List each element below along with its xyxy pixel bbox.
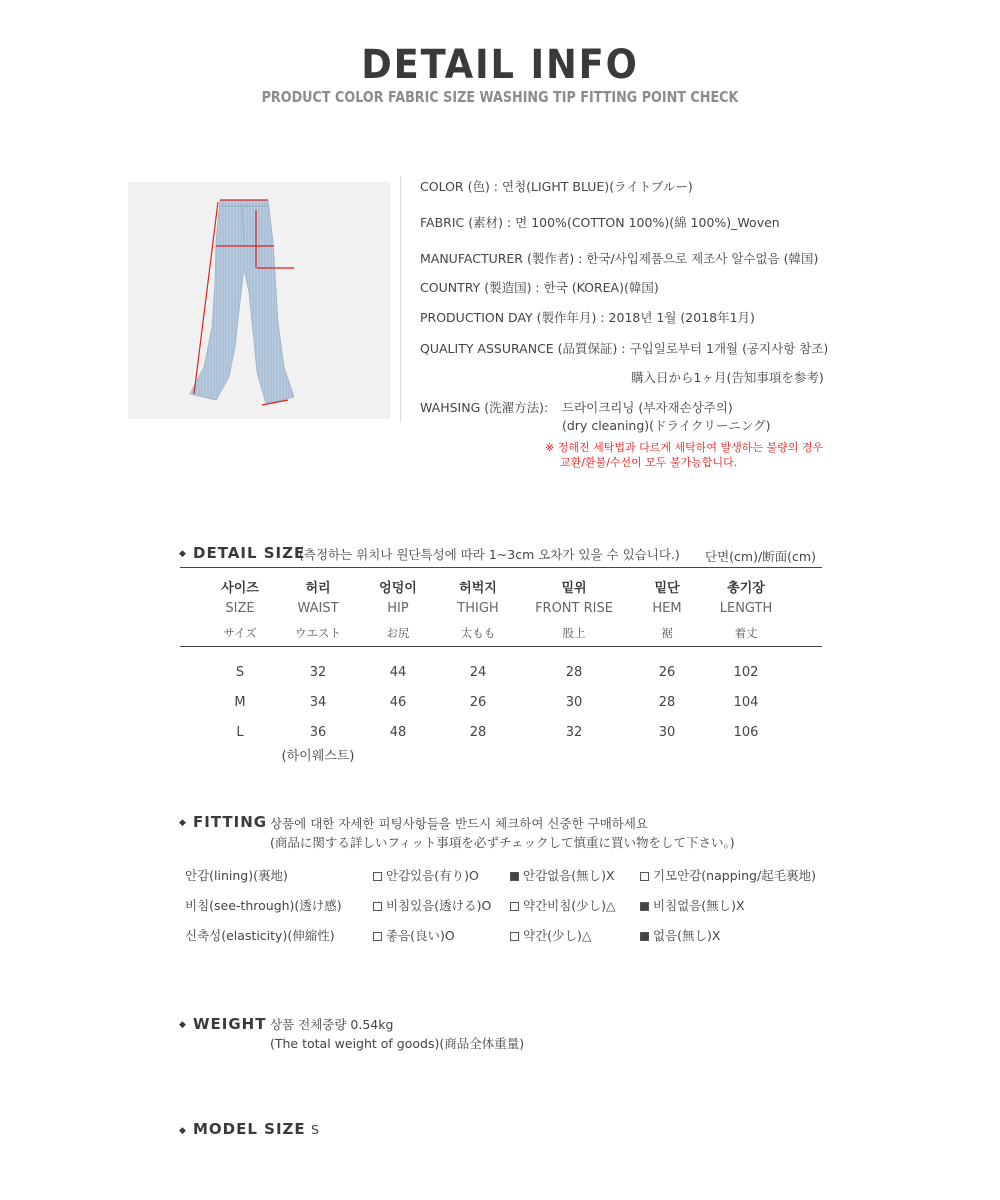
size-col-header-kr: 밑단 [654,581,680,596]
diamond-bullet-icon: ◆ [179,1020,186,1030]
size-col-header-jp: 裾 [661,626,673,640]
size-cell: 32 [565,725,583,740]
fitting-heading: FITTING [193,813,268,831]
size-col-header-jp: 股上 [562,626,586,640]
model-size-heading: MODEL SIZE [193,1120,306,1138]
size-cell: 44 [389,665,407,680]
size-col-header-jp: サイズ [223,626,257,640]
weight-heading: WEIGHT [193,1015,267,1033]
fitting-desc-kr: 상품에 대한 자세한 피팅사항들을 반드시 체크하여 신중한 구매하세요 [270,816,648,831]
unchecked-box-icon [373,932,382,941]
size-col-header-jp: 着丈 [734,626,758,640]
fitting-desc-jp: (商品に関する詳しいフィット事項を必ずチェックして慎重に買い物をして下さい。) [270,835,735,850]
checked-box-icon [640,902,649,911]
size-cell: 46 [389,695,407,710]
table-header-rule [180,646,822,647]
size-col-header-en: FRONT RISE [535,601,613,616]
info-quality-assurance: QUALITY ASSURANCE (品質保証) : 구입일로부터 1개월 (공지사항 참조) [420,341,829,356]
size-cell: L [236,725,244,740]
fitting-option [373,896,491,914]
size-cell: M [234,695,246,710]
size-col-header-en: SIZE [225,601,255,616]
unchecked-box-icon [510,902,519,911]
fitting-option [640,896,745,914]
size-cell: S [235,665,245,680]
info-color: COLOR (色) : 연청(LIGHT BLUE)(ライトブルー) [420,179,693,194]
size-col-header-jp: ウエスト [295,626,341,640]
info-fabric: FABRIC (素材) : 면 100%(COTTON 100%)(綿 100%)_Woven [420,215,780,230]
fitting-option [373,866,479,884]
fitting-option-label: 약간(少し)△ [523,928,592,943]
info-manufacturer: MANUFACTURER (製作者) : 한국/사입제품으로 제조사 알수없음 (韓国) [420,251,819,266]
size-col-header-kr: 총기장 [727,581,765,596]
waist-note: (하이웨스트) [281,749,355,764]
size-col-header-en: WAIST [297,601,339,616]
fitting-row-label: 비침(see-through)(透け感) [185,898,342,913]
fitting-row-label: 신축성(elasticity)(伸縮性) [185,928,335,943]
size-col-header-kr: 엉덩이 [379,581,417,596]
checked-box-icon [640,932,649,941]
size-cell: 28 [565,665,583,680]
size-cell: 30 [565,695,583,710]
fitting-option [373,926,455,944]
diamond-bullet-icon: ◆ [179,1126,186,1136]
page-subtitle: PRODUCT COLOR FABRIC SIZE WASHING TIP FITTING POINT CHECK [261,88,739,106]
fitting-option-label: 기모안감(napping/起毛裏地) [653,868,817,883]
info-washing-en: (dry cleaning)(ドライクリーニング) [562,418,771,433]
size-col-header-kr: 허리 [305,581,331,596]
size-cell: 30 [658,725,676,740]
page-title: DETAIL INFO [361,42,639,88]
unchecked-box-icon [510,932,519,941]
size-col-header-en: LENGTH [719,601,773,616]
checked-box-icon [510,872,519,881]
size-col-header-en: HIP [387,601,409,616]
size-col-header-kr: 사이즈 [221,581,259,596]
washing-warning-line1: ※ 정해진 세탁법과 다르게 세탁하여 발생하는 불량의 경우 [545,441,824,454]
unchecked-box-icon [640,872,649,881]
info-quality-assurance-jp: 購入日から1ヶ月(告知事項を参考) [631,370,824,385]
size-cell: 28 [469,725,487,740]
detail-size-note: (측정하는 위치나 원단특성에 따라 1~3cm 오차가 있을 수 있습니다.) [299,547,680,562]
fitting-option [510,926,592,944]
fitting-option [510,896,616,914]
detail-size-unit: 단면(cm)/断面(cm) [705,549,816,564]
divider-vertical [400,176,401,422]
size-col-header-en: HEM [652,601,682,616]
info-washing-label: WAHSING (洗濯方法): [420,400,549,415]
size-cell: 26 [469,695,487,710]
size-cell: 36 [309,725,327,740]
info-country: COUNTRY (製造国) : 한국 (KOREA)(韓国) [420,280,659,295]
fitting-option-label: 안감있음(有り)O [386,868,479,883]
size-col-header-en: THIGH [457,601,499,616]
fitting-option [640,866,816,884]
washing-warning-line2: 교환/환불/수선이 모두 불가능합니다. [560,456,738,469]
size-col-header-jp: 太もも [460,626,496,640]
info-washing-kr: 드라이크리닝 (부자재손상주의) [562,400,733,415]
unchecked-box-icon [373,902,382,911]
fitting-option-label: 안감없음(無し)X [523,868,615,883]
size-col-header-kr: 허벅지 [459,581,497,596]
fitting-option-label: 약간비침(少し)△ [523,898,616,913]
fitting-row-label: 안감(lining)(裏地) [185,868,288,883]
size-cell: 24 [469,665,487,680]
diamond-bullet-icon: ◆ [179,549,186,559]
size-cell: 26 [658,665,676,680]
fitting-option [510,866,615,884]
size-cell: 28 [658,695,676,710]
size-col-header-kr: 밑위 [561,581,587,596]
fitting-option-label: 좋음(良い)O [386,928,455,943]
detail-size-heading: DETAIL SIZE [193,544,306,562]
product-image [128,182,390,419]
weight-desc: (The total weight of goods)(商品全体重量) [270,1036,525,1051]
size-cell: 102 [733,665,759,680]
diamond-bullet-icon: ◆ [179,818,186,828]
model-size-value: S [311,1122,319,1137]
jeans-illustration [128,182,390,419]
size-cell: 34 [309,695,327,710]
size-col-header-jp: お尻 [386,626,410,640]
weight-value: 상품 전체중량 0.54kg [270,1017,394,1032]
fitting-option [640,926,720,944]
unchecked-box-icon [373,872,382,881]
size-cell: 48 [389,725,407,740]
size-cell: 106 [733,725,759,740]
fitting-option-label: 비침없음(無し)X [653,898,745,913]
info-production-day: PRODUCTION DAY (製作年月) : 2018년 1월 (2018年1月) [420,310,755,325]
fitting-option-label: 비침있음(透ける)O [386,898,492,913]
fitting-option-label: 없음(無し)X [653,928,721,943]
table-top-rule [180,567,822,568]
size-cell: 104 [733,695,759,710]
size-cell: 32 [309,665,327,680]
